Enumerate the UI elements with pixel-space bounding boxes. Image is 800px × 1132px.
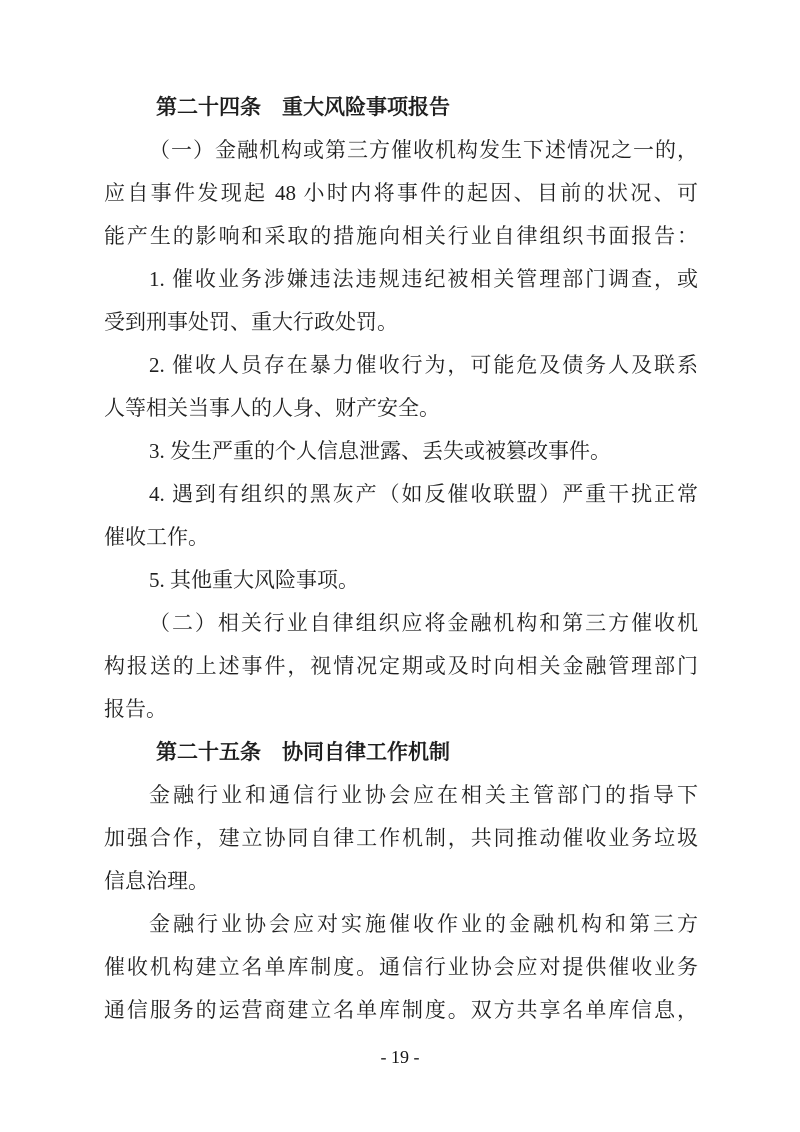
text-line: 2. 催收人员存在暴力催收行为，可能危及债务人及联系: [149, 353, 698, 377]
text-line: 5. 其他重大风险事项。: [149, 568, 359, 592]
text-line: 3. 发生严重的个人信息泄露、丢失或被篡改事件。: [149, 439, 611, 463]
text-line: 金融行业协会应对实施催收作业的金融机构和第三方: [149, 912, 698, 936]
text-line: 通信服务的运营商建立名单库制度。双方共享名单库信息，: [104, 998, 698, 1022]
text-line: 应自事件发现起 48 小时内将事件的起因、目前的状况、可: [104, 181, 698, 205]
text-line: 构报送的上述事件，视情况定期或及时向相关金融管理部门: [104, 654, 698, 678]
text-line: （一）金融机构或第三方催收机构发生下述情况之一的，: [149, 138, 698, 162]
text-line: 受到刑事处罚、重大行政处罚。: [104, 310, 398, 334]
text-line: （二）相关行业自律组织应将金融机构和第三方催收机: [149, 611, 698, 635]
document-text-block: [104, 86, 698, 1032]
text-line: 信息治理。: [104, 869, 209, 893]
text-line: 报告。: [104, 697, 167, 721]
text-line: 催收工作。: [104, 525, 209, 549]
page-number: - 19 -: [380, 1047, 420, 1067]
text-line: 1. 催收业务涉嫌违法违规违纪被相关管理部门调查，或: [149, 267, 698, 291]
text-line: 加强合作，建立协同自律工作机制，共同推动催收业务垃圾: [104, 826, 698, 850]
text-line: 金融行业和通信行业协会应在相关主管部门的指导下: [149, 783, 698, 807]
text-line: 4. 遇到有组织的黑灰产（如反催收联盟）严重干扰正常: [149, 482, 698, 506]
text-line: 能产生的影响和采取的措施向相关行业自律组织书面报告：: [104, 224, 698, 248]
article-25-heading: 第二十五条 协同自律工作机制: [156, 740, 450, 764]
text-line: 催收机构建立名单库制度。通信行业协会应对提供催收业务: [104, 955, 698, 979]
article-24-heading: 第二十四条 重大风险事项报告: [156, 95, 450, 119]
text-line: 人等相关当事人的人身、财产安全。: [104, 396, 440, 420]
